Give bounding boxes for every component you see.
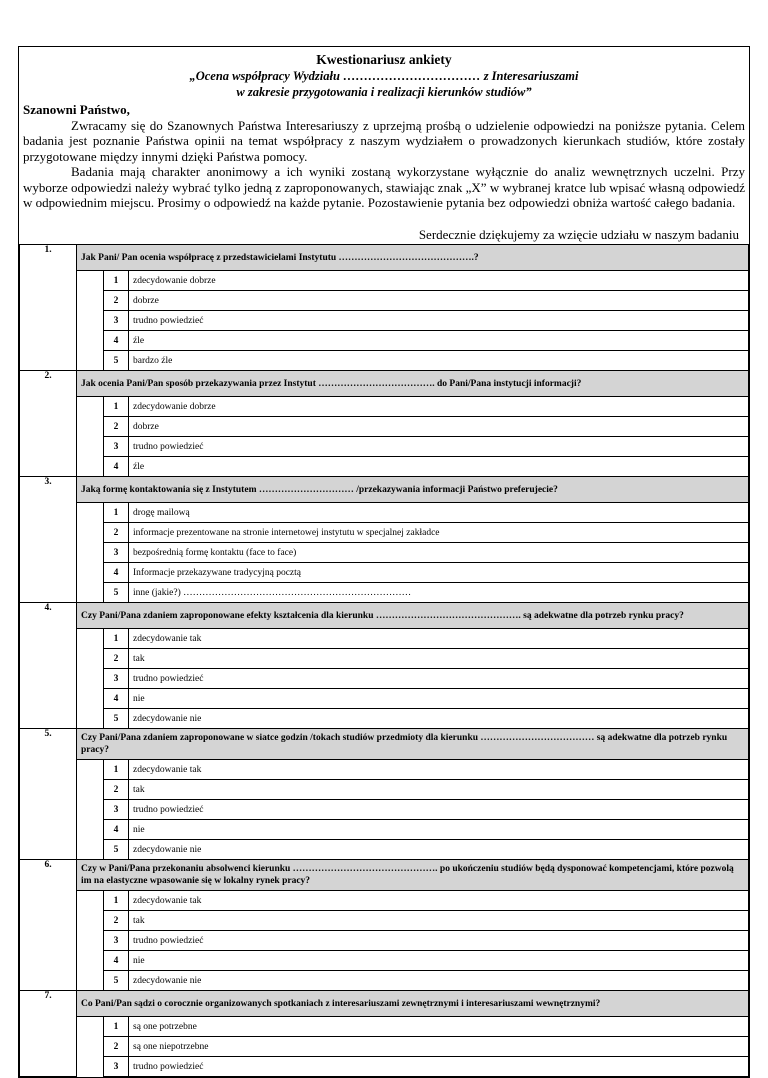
option-label: zdecydowanie nie [129, 971, 749, 991]
answer-option-row[interactable] [20, 331, 749, 351]
option-label: trudno powiedzieć [129, 931, 749, 951]
option-spacer [77, 780, 104, 800]
option-label: informacje prezentowane na stronie internetowej instytutu w specjalnej zakładce [129, 523, 749, 543]
answer-option-row[interactable] [20, 951, 749, 971]
answer-option-row[interactable] [20, 669, 749, 689]
option-spacer [77, 583, 104, 603]
option-label: tak [129, 649, 749, 669]
option-code-box[interactable]: 5 [104, 840, 129, 860]
answer-option-row[interactable] [20, 971, 749, 991]
answer-option-row[interactable] [20, 563, 749, 583]
option-spacer [77, 351, 104, 371]
option-spacer [77, 523, 104, 543]
option-label: drogę mailową [129, 503, 749, 523]
greeting: Szanowni Państwo, [23, 102, 130, 117]
question-text: Co Pani/Pan sądzi o corocznie organizowanych spotkaniach z interesariuszami zewnętrznymi i interesariuszami wewnętrznymi? [77, 991, 749, 1017]
option-label: źle [129, 331, 749, 351]
option-spacer [77, 800, 104, 820]
option-label: zdecydowanie tak [129, 891, 749, 911]
option-spacer [77, 820, 104, 840]
option-spacer [77, 709, 104, 729]
option-label: bezpośrednią formę kontaktu (face to face) [129, 543, 749, 563]
option-spacer [77, 291, 104, 311]
option-spacer [77, 311, 104, 331]
option-spacer [77, 649, 104, 669]
option-code-box[interactable]: 4 [104, 951, 129, 971]
option-code-box[interactable]: 3 [104, 800, 129, 820]
option-code-box[interactable]: 1 [104, 629, 129, 649]
answer-option-row[interactable] [20, 523, 749, 543]
option-code-box[interactable]: 4 [104, 457, 129, 477]
option-code-box[interactable]: 5 [104, 351, 129, 371]
option-code-box[interactable]: 5 [104, 583, 129, 603]
option-label: nie [129, 951, 749, 971]
option-spacer [77, 503, 104, 523]
option-label: trudno powiedzieć [129, 800, 749, 820]
option-label: trudno powiedzieć [129, 311, 749, 331]
option-label: źle [129, 457, 749, 477]
option-label: trudno powiedzieć [129, 669, 749, 689]
question-row [20, 603, 749, 629]
answer-option-row[interactable] [20, 760, 749, 780]
answer-option-row[interactable] [20, 1057, 749, 1077]
question-text: Jak Pani/ Pan ocenia współpracę z przedstawicielami Instytutu …………………………………….? [77, 245, 749, 271]
option-label: zdecydowanie nie [129, 840, 749, 860]
answer-option-row[interactable] [20, 543, 749, 563]
option-label: Informacje przekazywane tradycyjną pocztą [129, 563, 749, 583]
option-code-box[interactable]: 1 [104, 503, 129, 523]
question-text: Czy w Pani/Pana przekonaniu absolwenci kierunku ………………………………………. po ukończeniu studiów będą dysponować kompetencjami, które pozwolą im na elastyczne wpasowanie się w lokalny rynek pracy? [77, 860, 749, 891]
option-code-box[interactable]: 3 [104, 437, 129, 457]
option-label: trudno powiedzieć [129, 437, 749, 457]
answer-option-row[interactable] [20, 629, 749, 649]
answer-option-row[interactable] [20, 1037, 749, 1057]
document-title: Kwestionariusz ankiety [316, 52, 452, 67]
document-header [19, 47, 749, 100]
answer-option-row[interactable] [20, 271, 749, 291]
answer-option-row[interactable] [20, 800, 749, 820]
option-code-box[interactable]: 3 [104, 311, 129, 331]
answer-option-row[interactable] [20, 780, 749, 800]
option-label: nie [129, 820, 749, 840]
answer-option-row[interactable] [20, 649, 749, 669]
option-spacer [77, 331, 104, 351]
option-label: inne (jakie?) ……………………………………………………………… [129, 583, 749, 603]
question-number: 7. [20, 991, 77, 1077]
option-label: zdecydowanie dobrze [129, 271, 749, 291]
option-label: zdecydowanie tak [129, 629, 749, 649]
question-number: 5. [20, 729, 77, 860]
option-label: trudno powiedzieć [129, 1057, 749, 1077]
option-spacer [77, 397, 104, 417]
question-row [20, 371, 749, 397]
option-code-box[interactable]: 2 [104, 417, 129, 437]
question-number: 3. [20, 477, 77, 603]
option-code-box[interactable]: 2 [104, 911, 129, 931]
option-spacer [77, 931, 104, 951]
option-spacer [77, 891, 104, 911]
option-code-box[interactable]: 4 [104, 689, 129, 709]
option-code-box[interactable]: 1 [104, 1017, 129, 1037]
option-label: nie [129, 689, 749, 709]
answer-option-row[interactable] [20, 820, 749, 840]
option-spacer [77, 1057, 104, 1077]
answer-option-row[interactable] [20, 457, 749, 477]
answer-option-row[interactable] [20, 503, 749, 523]
answer-option-row[interactable] [20, 583, 749, 603]
intro-section [19, 102, 749, 242]
answer-option-row[interactable] [20, 351, 749, 371]
option-code-box[interactable]: 5 [104, 971, 129, 991]
option-code-box[interactable]: 3 [104, 1057, 129, 1077]
question-number: 4. [20, 603, 77, 729]
option-spacer [77, 1017, 104, 1037]
question-row [20, 991, 749, 1017]
option-label: są one potrzebne [129, 1017, 749, 1037]
option-label: tak [129, 780, 749, 800]
answer-option-row[interactable] [20, 891, 749, 911]
option-spacer [77, 437, 104, 457]
answer-option-row[interactable] [20, 397, 749, 417]
option-code-box[interactable]: 3 [104, 543, 129, 563]
option-code-box[interactable]: 2 [104, 1037, 129, 1057]
option-code-box[interactable]: 1 [104, 271, 129, 291]
option-spacer [77, 1037, 104, 1057]
option-code-box[interactable]: 4 [104, 331, 129, 351]
option-spacer [77, 669, 104, 689]
option-spacer [77, 563, 104, 583]
question-row [20, 860, 749, 891]
answer-option-row[interactable] [20, 437, 749, 457]
question-text: Jaką formę kontaktowania się z Instytutem ………………………… /przekazywania informacji Państwo preferujecie? [77, 477, 749, 503]
option-spacer [77, 543, 104, 563]
option-spacer [77, 417, 104, 437]
option-code-box[interactable]: 5 [104, 709, 129, 729]
option-label: dobrze [129, 417, 749, 437]
option-code-box[interactable]: 1 [104, 397, 129, 417]
option-code-box[interactable]: 2 [104, 649, 129, 669]
answer-option-row[interactable] [20, 311, 749, 331]
question-number: 6. [20, 860, 77, 991]
option-label: zdecydowanie tak [129, 760, 749, 780]
question-text: Jak ocenia Pani/Pan sposób przekazywania przez Instytut ………………………………. do Pani/Pana instytucji informacji? [77, 371, 749, 397]
option-spacer [77, 629, 104, 649]
option-spacer [77, 911, 104, 931]
question-text: Czy Pani/Pana zdaniem zaproponowane efekty kształcenia dla kierunku ………………………………………. są adekwatne dla potrzeb rynku pracy? [77, 603, 749, 629]
question-row [20, 729, 749, 760]
option-code-box[interactable]: 4 [104, 820, 129, 840]
document-subtitle-1: „Ocena współpracy Wydziału …………………………… z Interesariuszami [189, 69, 579, 83]
option-code-box[interactable]: 3 [104, 669, 129, 689]
option-spacer [77, 760, 104, 780]
answer-option-row[interactable] [20, 911, 749, 931]
answer-option-row[interactable] [20, 417, 749, 437]
question-number: 2. [20, 371, 77, 477]
question-row [20, 477, 749, 503]
intro-paragraph-2: Badania mają charakter anonimowy a ich wyniki zostaną wykorzystane wyłącznie do analiz wewnętrznych uczelni. Przy wyborze odpowiedzi należy wybrać tylko jedną z zaproponowanych, stawiając znak „X” w wybranej kratce lub wpisać własną odpowiedź w odpowiednim miejscu. Prosimy o odpowiedź na każde pytanie. Pozostawienie pytania bez odpowiedzi obniża wartość całego badania. [23, 164, 745, 210]
questionnaire-page [18, 46, 750, 1078]
intro-paragraph-1: Zwracamy się do Szanownych Państwa Interesariuszy z uprzejmą prośbą o udzielenie odpowiedzi na poniższe pytania. Celem badania jest poznanie Państwa opinii na temat współpracy z naszym wydziałem o prowadzonych kierunkach studiów, które zostały przygotowane między innymi dzięki Państwa pomocy. [23, 117, 745, 164]
question-number: 1. [20, 245, 77, 371]
answer-option-row[interactable] [20, 291, 749, 311]
answer-option-row[interactable] [20, 931, 749, 951]
option-spacer [77, 271, 104, 291]
option-code-box[interactable]: 3 [104, 931, 129, 951]
option-label: zdecydowanie dobrze [129, 397, 749, 417]
option-code-box[interactable]: 2 [104, 780, 129, 800]
option-code-box[interactable]: 1 [104, 760, 129, 780]
option-code-box[interactable]: 1 [104, 891, 129, 911]
option-code-box[interactable]: 4 [104, 563, 129, 583]
question-row [20, 245, 749, 271]
option-label: zdecydowanie nie [129, 709, 749, 729]
option-label: dobrze [129, 291, 749, 311]
answer-option-row[interactable] [20, 1017, 749, 1037]
option-code-box[interactable]: 2 [104, 291, 129, 311]
thanks-line: Serdecznie dziękujemy za wzięcie udziału w naszym badaniu [418, 226, 739, 242]
answer-option-row[interactable] [20, 689, 749, 709]
answer-option-row[interactable] [20, 709, 749, 729]
option-spacer [77, 840, 104, 860]
option-spacer [77, 971, 104, 991]
option-spacer [77, 951, 104, 971]
question-text: Czy Pani/Pana zdaniem zaproponowane w siatce godzin /tokach studiów przedmioty dla kierunku ……………………………… są adekwatne dla potrzeb rynku pracy? [77, 729, 749, 760]
option-spacer [77, 689, 104, 709]
document-subtitle-2: w zakresie przygotowania i realizacji kierunków studiów” [236, 85, 532, 99]
option-label: tak [129, 911, 749, 931]
option-code-box[interactable]: 2 [104, 523, 129, 543]
questions-table [19, 244, 749, 1077]
option-label: bardzo źle [129, 351, 749, 371]
option-spacer [77, 457, 104, 477]
answer-option-row[interactable] [20, 840, 749, 860]
option-label: są one niepotrzebne [129, 1037, 749, 1057]
